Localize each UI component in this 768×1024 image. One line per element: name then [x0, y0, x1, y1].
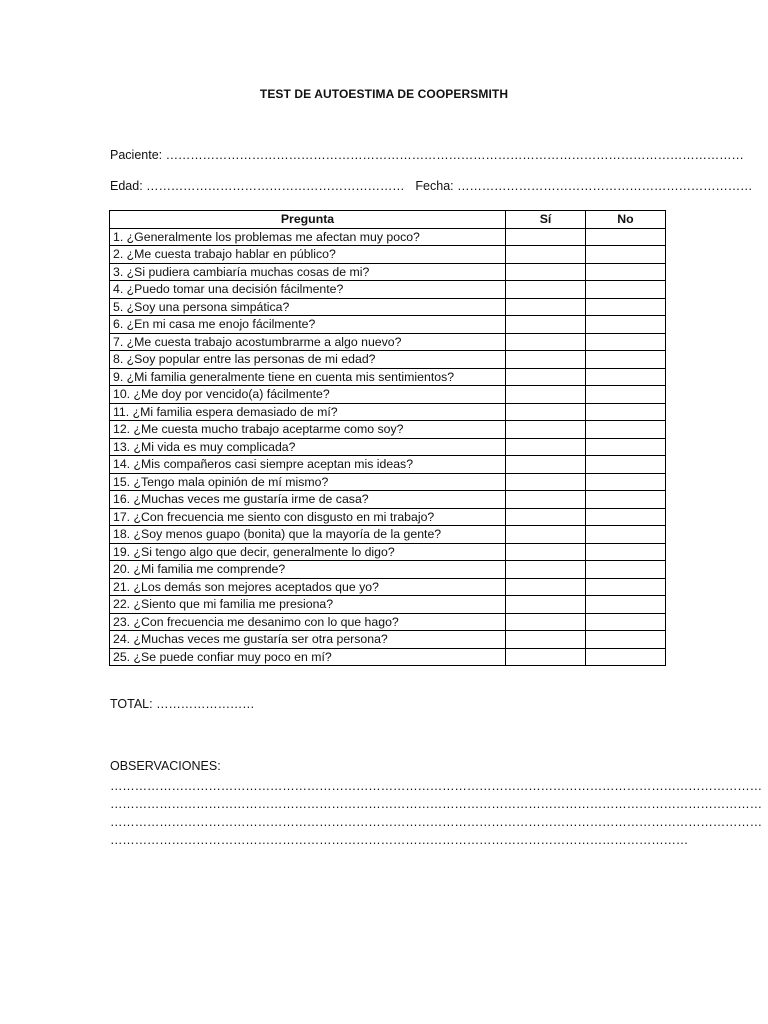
answer-no-cell[interactable]	[586, 561, 666, 579]
question-text: 19. ¿Si tengo algo que decir, generalmente lo digo?	[110, 543, 506, 561]
answer-si-cell[interactable]	[506, 613, 586, 631]
table-row	[110, 543, 666, 561]
table-row	[110, 386, 666, 404]
edad-blank[interactable]: ………………………………………………………	[146, 179, 405, 193]
table-row	[110, 631, 666, 649]
question-text: 24. ¿Muchas veces me gustaría ser otra persona?	[110, 631, 506, 649]
answer-si-cell[interactable]	[506, 578, 586, 596]
table-row	[110, 648, 666, 666]
question-text: 11. ¿Mi familia espera demasiado de mí?	[110, 403, 506, 421]
answer-no-cell[interactable]	[586, 491, 666, 509]
edad-label: Edad:	[110, 179, 147, 193]
answer-no-cell[interactable]	[586, 316, 666, 334]
question-text: 18. ¿Soy menos guapo (bonita) que la mayoría de la gente?	[110, 526, 506, 544]
table-row	[110, 473, 666, 491]
table-row	[110, 526, 666, 544]
question-text: 15. ¿Tengo mala opinión de mí mismo?	[110, 473, 506, 491]
answer-si-cell[interactable]	[506, 246, 586, 264]
edad-fecha-line	[110, 179, 752, 193]
table-row	[110, 228, 666, 246]
answer-no-cell[interactable]	[586, 246, 666, 264]
answer-no-cell[interactable]	[586, 631, 666, 649]
header-si: Sí	[506, 211, 586, 229]
question-text: 9. ¿Mi familia generalmente tiene en cuenta mis sentimientos?	[110, 368, 506, 386]
answer-no-cell[interactable]	[586, 508, 666, 526]
total-blank[interactable]: ……………………	[156, 697, 255, 711]
table-row	[110, 246, 666, 264]
question-text: 20. ¿Mi familia me comprende?	[110, 561, 506, 579]
header-pregunta: Pregunta	[110, 211, 506, 229]
answer-no-cell[interactable]	[586, 473, 666, 491]
question-text: 21. ¿Los demás son mejores aceptados que yo?	[110, 578, 506, 596]
answer-si-cell[interactable]	[506, 263, 586, 281]
table-row	[110, 613, 666, 631]
total-field[interactable]	[110, 697, 254, 711]
answer-no-cell[interactable]	[586, 596, 666, 614]
answer-no-cell[interactable]	[586, 228, 666, 246]
header-no: No	[586, 211, 666, 229]
table-row	[110, 298, 666, 316]
table-row	[110, 578, 666, 596]
table-row	[110, 263, 666, 281]
question-text: 14. ¿Mis compañeros casi siempre aceptan mis ideas?	[110, 456, 506, 474]
answer-si-cell[interactable]	[506, 473, 586, 491]
fecha-blank[interactable]: ………………………………………………………………	[457, 179, 753, 193]
question-text: 23. ¿Con frecuencia me desanimo con lo que hago?	[110, 613, 506, 631]
question-text: 2. ¿Me cuesta trabajo hablar en público?	[110, 246, 506, 264]
answer-si-cell[interactable]	[506, 648, 586, 666]
table-row	[110, 421, 666, 439]
question-text: 12. ¿Me cuesta mucho trabajo aceptarme como soy?	[110, 421, 506, 439]
observaciones-label: OBSERVACIONES:	[110, 759, 221, 773]
answer-si-cell[interactable]	[506, 543, 586, 561]
answer-si-cell[interactable]	[506, 228, 586, 246]
table-row	[110, 316, 666, 334]
answer-no-cell[interactable]	[586, 333, 666, 351]
observaciones-line[interactable]: ……………………………………………………………………………………………………………………………	[110, 833, 689, 847]
answer-si-cell[interactable]	[506, 456, 586, 474]
answer-si-cell[interactable]	[506, 596, 586, 614]
answer-no-cell[interactable]	[586, 368, 666, 386]
questions-table	[109, 210, 666, 666]
answer-no-cell[interactable]	[586, 281, 666, 299]
answer-no-cell[interactable]	[586, 351, 666, 369]
answer-no-cell[interactable]	[586, 298, 666, 316]
question-text: 1. ¿Generalmente los problemas me afectan muy poco?	[110, 228, 506, 246]
paciente-label: Paciente:	[110, 148, 166, 162]
answer-si-cell[interactable]	[506, 526, 586, 544]
question-text: 22. ¿Siento que mi familia me presiona?	[110, 596, 506, 614]
answer-si-cell[interactable]	[506, 631, 586, 649]
answer-si-cell[interactable]	[506, 421, 586, 439]
total-label: TOTAL:	[110, 697, 157, 711]
answer-no-cell[interactable]	[586, 438, 666, 456]
answer-si-cell[interactable]	[506, 351, 586, 369]
answer-si-cell[interactable]	[506, 508, 586, 526]
table-row	[110, 596, 666, 614]
question-text: 17. ¿Con frecuencia me siento con disgusto en mi trabajo?	[110, 508, 506, 526]
answer-si-cell[interactable]	[506, 281, 586, 299]
question-text: 13. ¿Mi vida es muy complicada?	[110, 438, 506, 456]
answer-no-cell[interactable]	[586, 421, 666, 439]
observaciones-line[interactable]: ……………………………………………………………………………………………………………………………………………	[110, 815, 762, 829]
table-row	[110, 491, 666, 509]
table-row	[110, 351, 666, 369]
question-text: 25. ¿Se puede confiar muy poco en mí?	[110, 648, 506, 666]
answer-no-cell[interactable]	[586, 543, 666, 561]
answer-si-cell[interactable]	[506, 316, 586, 334]
table-row	[110, 403, 666, 421]
question-text: 3. ¿Si pudiera cambiaría muchas cosas de mi?	[110, 263, 506, 281]
answer-si-cell[interactable]	[506, 386, 586, 404]
question-text: 5. ¿Soy una persona simpática?	[110, 298, 506, 316]
answer-no-cell[interactable]	[586, 386, 666, 404]
document-title: TEST DE AUTOESTIMA DE COOPERSMITH	[259, 87, 509, 101]
question-text: 4. ¿Puedo tomar una decisión fácilmente?	[110, 281, 506, 299]
answer-si-cell[interactable]	[506, 438, 586, 456]
answer-no-cell[interactable]	[586, 403, 666, 421]
table-row	[110, 281, 666, 299]
observaciones-line[interactable]: ……………………………………………………………………………………………………………………………………………	[110, 779, 762, 793]
question-text: 8. ¿Soy popular entre las personas de mi edad?	[110, 351, 506, 369]
observaciones-line[interactable]: ……………………………………………………………………………………………………………………………………………	[110, 797, 762, 811]
question-text: 10. ¿Me doy por vencido(a) fácilmente?	[110, 386, 506, 404]
paciente-field[interactable]	[110, 148, 744, 162]
questions-body	[110, 228, 666, 666]
answer-si-cell[interactable]	[506, 403, 586, 421]
answer-si-cell[interactable]	[506, 491, 586, 509]
table-row	[110, 508, 666, 526]
table-row	[110, 456, 666, 474]
question-text: 16. ¿Muchas veces me gustaría irme de casa?	[110, 491, 506, 509]
answer-no-cell[interactable]	[586, 648, 666, 666]
answer-no-cell[interactable]	[586, 526, 666, 544]
answer-si-cell[interactable]	[506, 561, 586, 579]
table-row	[110, 333, 666, 351]
answer-no-cell[interactable]	[586, 613, 666, 631]
question-text: 7. ¿Me cuesta trabajo acostumbrarme a algo nuevo?	[110, 333, 506, 351]
answer-no-cell[interactable]	[586, 263, 666, 281]
question-text: 6. ¿En mi casa me enojo fácilmente?	[110, 316, 506, 334]
table-row	[110, 438, 666, 456]
answer-no-cell[interactable]	[586, 456, 666, 474]
answer-si-cell[interactable]	[506, 368, 586, 386]
answer-si-cell[interactable]	[506, 298, 586, 316]
answer-no-cell[interactable]	[586, 578, 666, 596]
table-header-row	[110, 211, 666, 229]
fecha-label: Fecha:	[415, 179, 458, 193]
answer-si-cell[interactable]	[506, 333, 586, 351]
paciente-blank[interactable]: ……………………………………………………………………………………………………………………………	[165, 148, 744, 162]
table-row	[110, 561, 666, 579]
table-row	[110, 368, 666, 386]
